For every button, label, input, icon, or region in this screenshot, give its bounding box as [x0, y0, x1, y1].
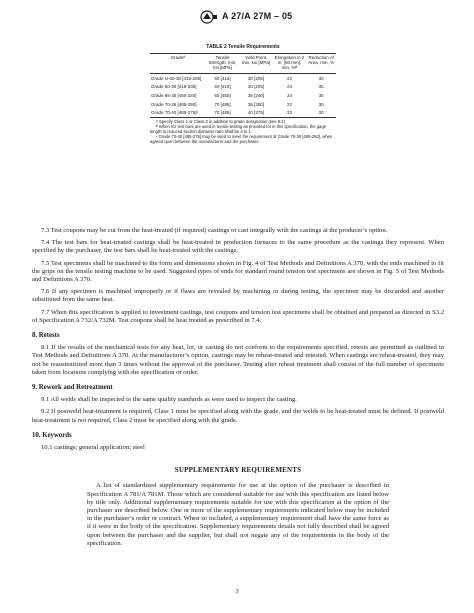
grade-cell: Grade 65-35 [450-240]	[151, 93, 197, 99]
reduction-cell: 35	[318, 93, 324, 99]
paragraph-7-6: 7.6 If any specimen is machined improperly or if flaws are revealed by machining or during testing, the specimen may be discarded and another substituted from the same heat.	[32, 288, 444, 304]
tensile-cell: 65 [450]	[214, 93, 231, 99]
paragraph-10-1: 10.1 castings; general application; steel	[41, 444, 145, 452]
yield-cell: 36 [250]	[247, 101, 265, 107]
section-heading-rework: 9. Rework and Retreatment	[32, 384, 113, 392]
column-header-tensile-strength: Tensile Strength, min, ksi [MPa]	[206, 54, 239, 74]
grade-cell: Grade U-60-30 [415-205]	[151, 75, 202, 81]
paragraph-9-1: 9.1 All welds shall be inspected to the same quality standards as were used to inspect the casting.	[41, 396, 297, 404]
yield-cell: 40 [275]	[239, 108, 272, 117]
yield-cell: 30 [205]	[247, 75, 265, 81]
supplementary-requirements-title: SUPPLEMENTARY REQUIREMENTS	[174, 466, 302, 475]
column-header-reduction-of-area: Reduction of Area, min, %	[306, 54, 336, 74]
footnote-b: ᴮ When ICI test bars are used in tensile testing as provided for in this specification, the gage length to reduced section diameter ratio shall be 4 to 1.	[150, 124, 327, 135]
table-footnotes	[150, 119, 336, 144]
supplementary-requirements-paragraph: A list of standardized supplementary requirements for use at the option of the purchaser is described in Specification A 781/A 781M. Those which are considered suitable for use with this specification are listed below by title only. Additional supplementary requirements suitable for use with this specification at the option of the purchaser are described below. One or more of the supplementary requirements indicated below may be included in the purchaser’s order or contract. When so included, a supplementary requirement shall have the same force as if it were in the body of the specification. Supplementary requirements details not fully described shall be agreed upon between the purchaser and the supplier, but shall not negate any of the requirements in the body of the specification.	[87, 482, 389, 547]
footnote-a: ᴬ Specify Class 1 or Class 2 in addition to grade designation (see 9.2).	[156, 119, 287, 125]
reduction-cell: 30	[306, 108, 336, 117]
table-row	[150, 100, 336, 109]
grade-cell: Grade 70-40 [485-275]ᶜ	[150, 108, 206, 117]
column-header-grade: Gradeᴬ	[150, 54, 206, 74]
column-header-elongation: Elongation in 2 in. [50 mm], min, %ᴮ	[273, 54, 306, 74]
paragraph-7-5: 7.5 Test specimens shall be machined to the form and dimensions shown in Fig. 4 of Test Methods and Definitions A 370, with the ends machined to fit the grips on the tensile testing machine to be used. Suggested types of ends for standard round tension test specimens are shown in Fig. 5 of Test Methods and Definitions A 370.	[32, 259, 444, 284]
tensile-cell: 60 [415]	[214, 84, 231, 90]
reduction-cell: 30	[318, 75, 324, 81]
table-row	[150, 91, 336, 100]
footnote-c: ᶜ Grade 70-40 [485-275] may be used to meet the requirement of Grade 70-36 [485-250], when agreed upon between the manufacturer and the purchaser.	[150, 134, 333, 145]
page-number: 3	[235, 588, 239, 595]
yield-cell: 35 [240]	[247, 93, 265, 99]
document-body	[32, 227, 444, 552]
tensile-cell: 70 [485]	[214, 101, 231, 107]
tensile-requirements-table	[150, 53, 336, 118]
tensile-cell: 70 [485]	[206, 108, 239, 117]
table-row	[150, 82, 336, 91]
table-row	[150, 108, 336, 117]
tensile-cell: 60 [415]	[214, 75, 231, 81]
elongation-cell: 24	[286, 84, 292, 90]
grade-cell: Grade 60-30 [415-205]	[151, 84, 197, 90]
paragraph-8-1: 8.1 If the results of the mechanical tests for any heat, lot, or casting do not conform to the requirements specified, retests are permitted as outlined in Test Methods and Definitions A 370. At the manufacturer’s option, castings may be reheat-treated and retested. When castings are reheat-treated, they may not be reaustenitized more than 3 times without the approval of the purchaser. Testing after reheat treatment shall consist of the full number of specimens taken from locations complying with the specification or order.	[32, 344, 444, 376]
paragraph-7-7: 7.7 When this specification is applied to investment castings, test coupons and tension test specimens shall be obtained and prepared as directed in S3.2 of Specification A 732/A 732M. Test coupons shall be heat treated as prescribed in 7.4.	[32, 308, 444, 324]
column-header-yield-point: Yield Point, min, ksi [MPa]	[239, 54, 272, 74]
standard-designation: A 27/A 27M – 05	[222, 11, 293, 21]
yield-cell: 30 [205]	[247, 84, 265, 90]
elongation-cell: 22	[273, 108, 306, 117]
table-caption: TABLE 2 Tensile Requirements	[206, 44, 280, 50]
page-header	[0, 6, 474, 26]
astm-logo-icon	[200, 10, 218, 24]
section-heading-keywords: 10. Keywords	[32, 431, 72, 439]
paragraph-9-2: 9.2 If postweld heat-treatment is required, Class 1 must be specified along with the grade, and the welds to be heat-treated must be defined. If postweld heat-treatment is not required, Class 2 must be specified along with the grade.	[32, 408, 444, 424]
paragraph-7-4: 7.4 The test bars for heat-treated castings shall be heat-treated in production furnaces to the same procedure as the castings they represent. When specified by the purchaser, the test bars shall be heat-treated with the castings.	[32, 239, 444, 255]
paragraph-7-3: 7.3 Test coupons may be cut from the heat-treated (if required) castings or cast integrally with the castings at the producer’s option.	[41, 227, 388, 234]
elongation-cell: 24	[286, 93, 292, 99]
elongation-cell: 22	[286, 75, 292, 81]
reduction-cell: 35	[318, 84, 324, 90]
reduction-cell: 30	[318, 101, 324, 107]
table-row	[150, 73, 336, 82]
elongation-cell: 22	[286, 101, 292, 107]
tensile-requirements-table-block	[150, 44, 336, 144]
table-header-row	[150, 54, 336, 74]
section-heading-retests: 8. Retests	[32, 332, 60, 340]
grade-cell: Grade 70-36 [485-250]	[151, 101, 197, 107]
